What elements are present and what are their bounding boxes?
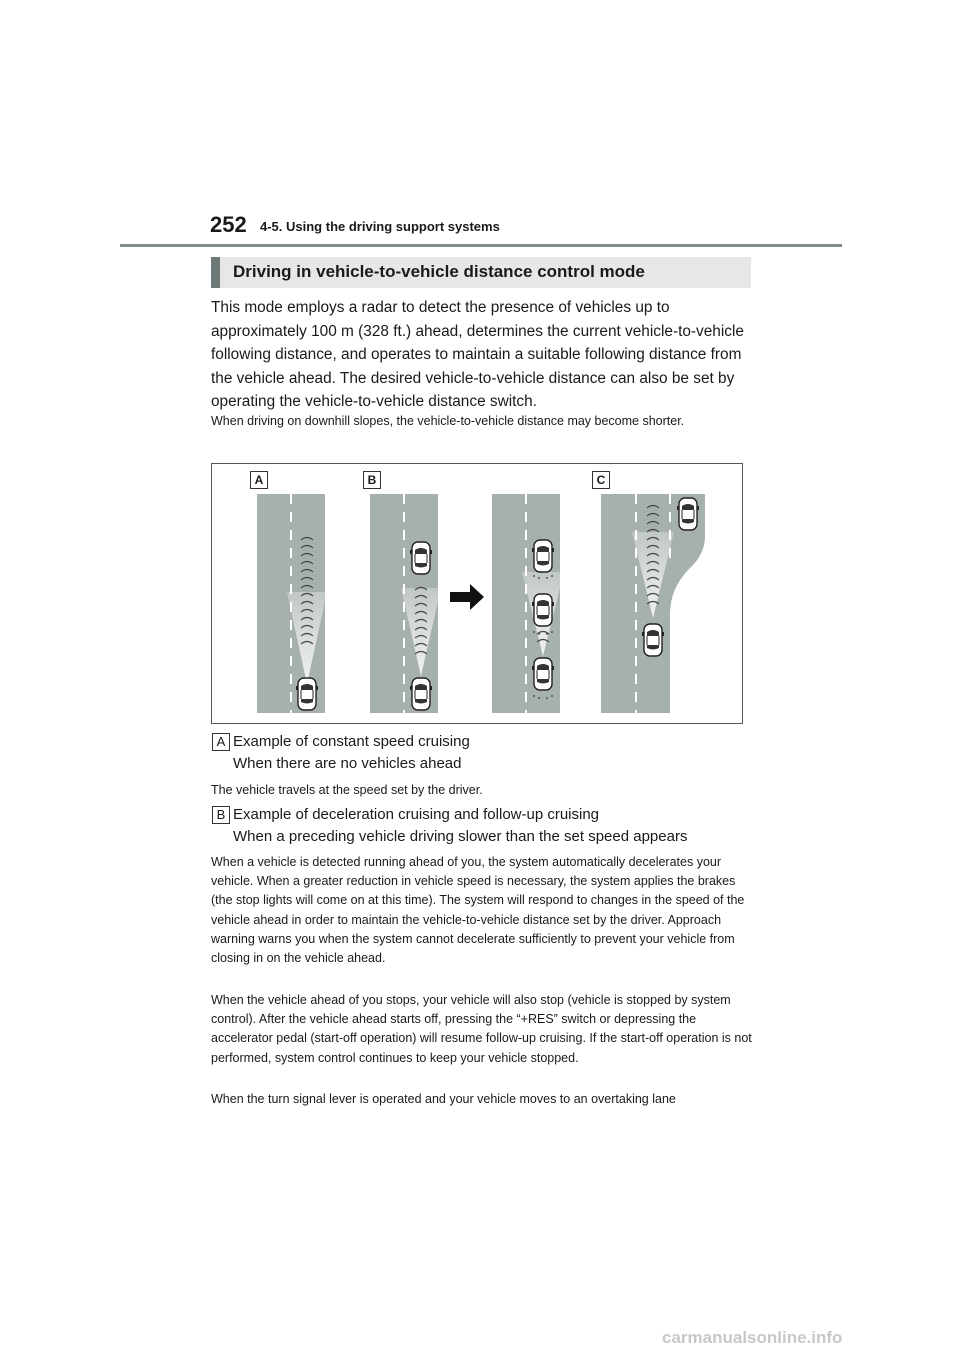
header-rule: [120, 244, 842, 247]
item-b-subtitle: When a preceding vehicle driving slower than the set speed appears: [233, 828, 688, 845]
cruise-diagram: [211, 463, 743, 724]
item-b-badge: B: [212, 806, 230, 824]
item-b-title: Example of deceleration cruising and follow-up cruising: [233, 806, 600, 823]
section-title: 4-5. Using the driving support systems: [260, 219, 500, 234]
item-b-paragraph-3: When the turn signal lever is operated and your vehicle moves to an overtaking lane: [211, 1092, 676, 1106]
figure-label-c: C: [592, 471, 610, 489]
cruise-diagram-svg: [212, 464, 742, 723]
watermark: carmanualsonline.info: [662, 1328, 843, 1347]
intro-paragraph: This mode employs a radar to detect the presence of vehicles up to approximately 100 m (328 ft.) ahead, determines the current vehicle-to-vehicle following distance, and operates to maintain a suitable following distance from the vehicle ahead. The desired vehicle-to-vehicle distance can also be set by operating the vehicle-to-vehicle distance switch.: [211, 299, 744, 411]
heading-title: Driving in vehicle-to-vehicle distance control mode: [233, 262, 645, 281]
figure-label-b: B: [363, 471, 381, 489]
item-a-badge: A: [212, 733, 230, 751]
item-b-paragraph-2: When the vehicle ahead of you stops, your vehicle will also stop (vehicle is stopped by system control). After the vehicle ahead starts off, pressing the “+RES” switch or depressing the accelerator pedal (start-off operation) will resume follow-up cruising. If the start-off operation is not performed, system control continues to keep your vehicle stopped.: [211, 993, 752, 1065]
figure-label-a: A: [250, 471, 268, 489]
item-b-paragraph-1: When a vehicle is detected running ahead of you, the system automatically decelerates your vehicle. When a greater reduction in vehicle speed is necessary, the system applies the brakes (the stop lights will come on at this time). The system will respond to changes in the speed of the vehicle ahead in order to maintain the vehicle-to-vehicle distance set by the driver. Approach warning warns you when the system cannot decelerate sufficiently to prevent your vehicle from closing in on the vehicle ahead.: [211, 855, 745, 966]
heading-box: [211, 257, 751, 288]
item-a-text: The vehicle travels at the speed set by the driver.: [211, 783, 483, 797]
page-number: 252: [210, 212, 247, 237]
heading-bar: [211, 257, 220, 288]
item-a-title: Example of constant speed cruising: [233, 733, 470, 750]
downhill-note: When driving on downhill slopes, the vehicle-to-vehicle distance may become shorter.: [211, 414, 685, 428]
item-a-subtitle: When there are no vehicles ahead: [233, 755, 462, 772]
